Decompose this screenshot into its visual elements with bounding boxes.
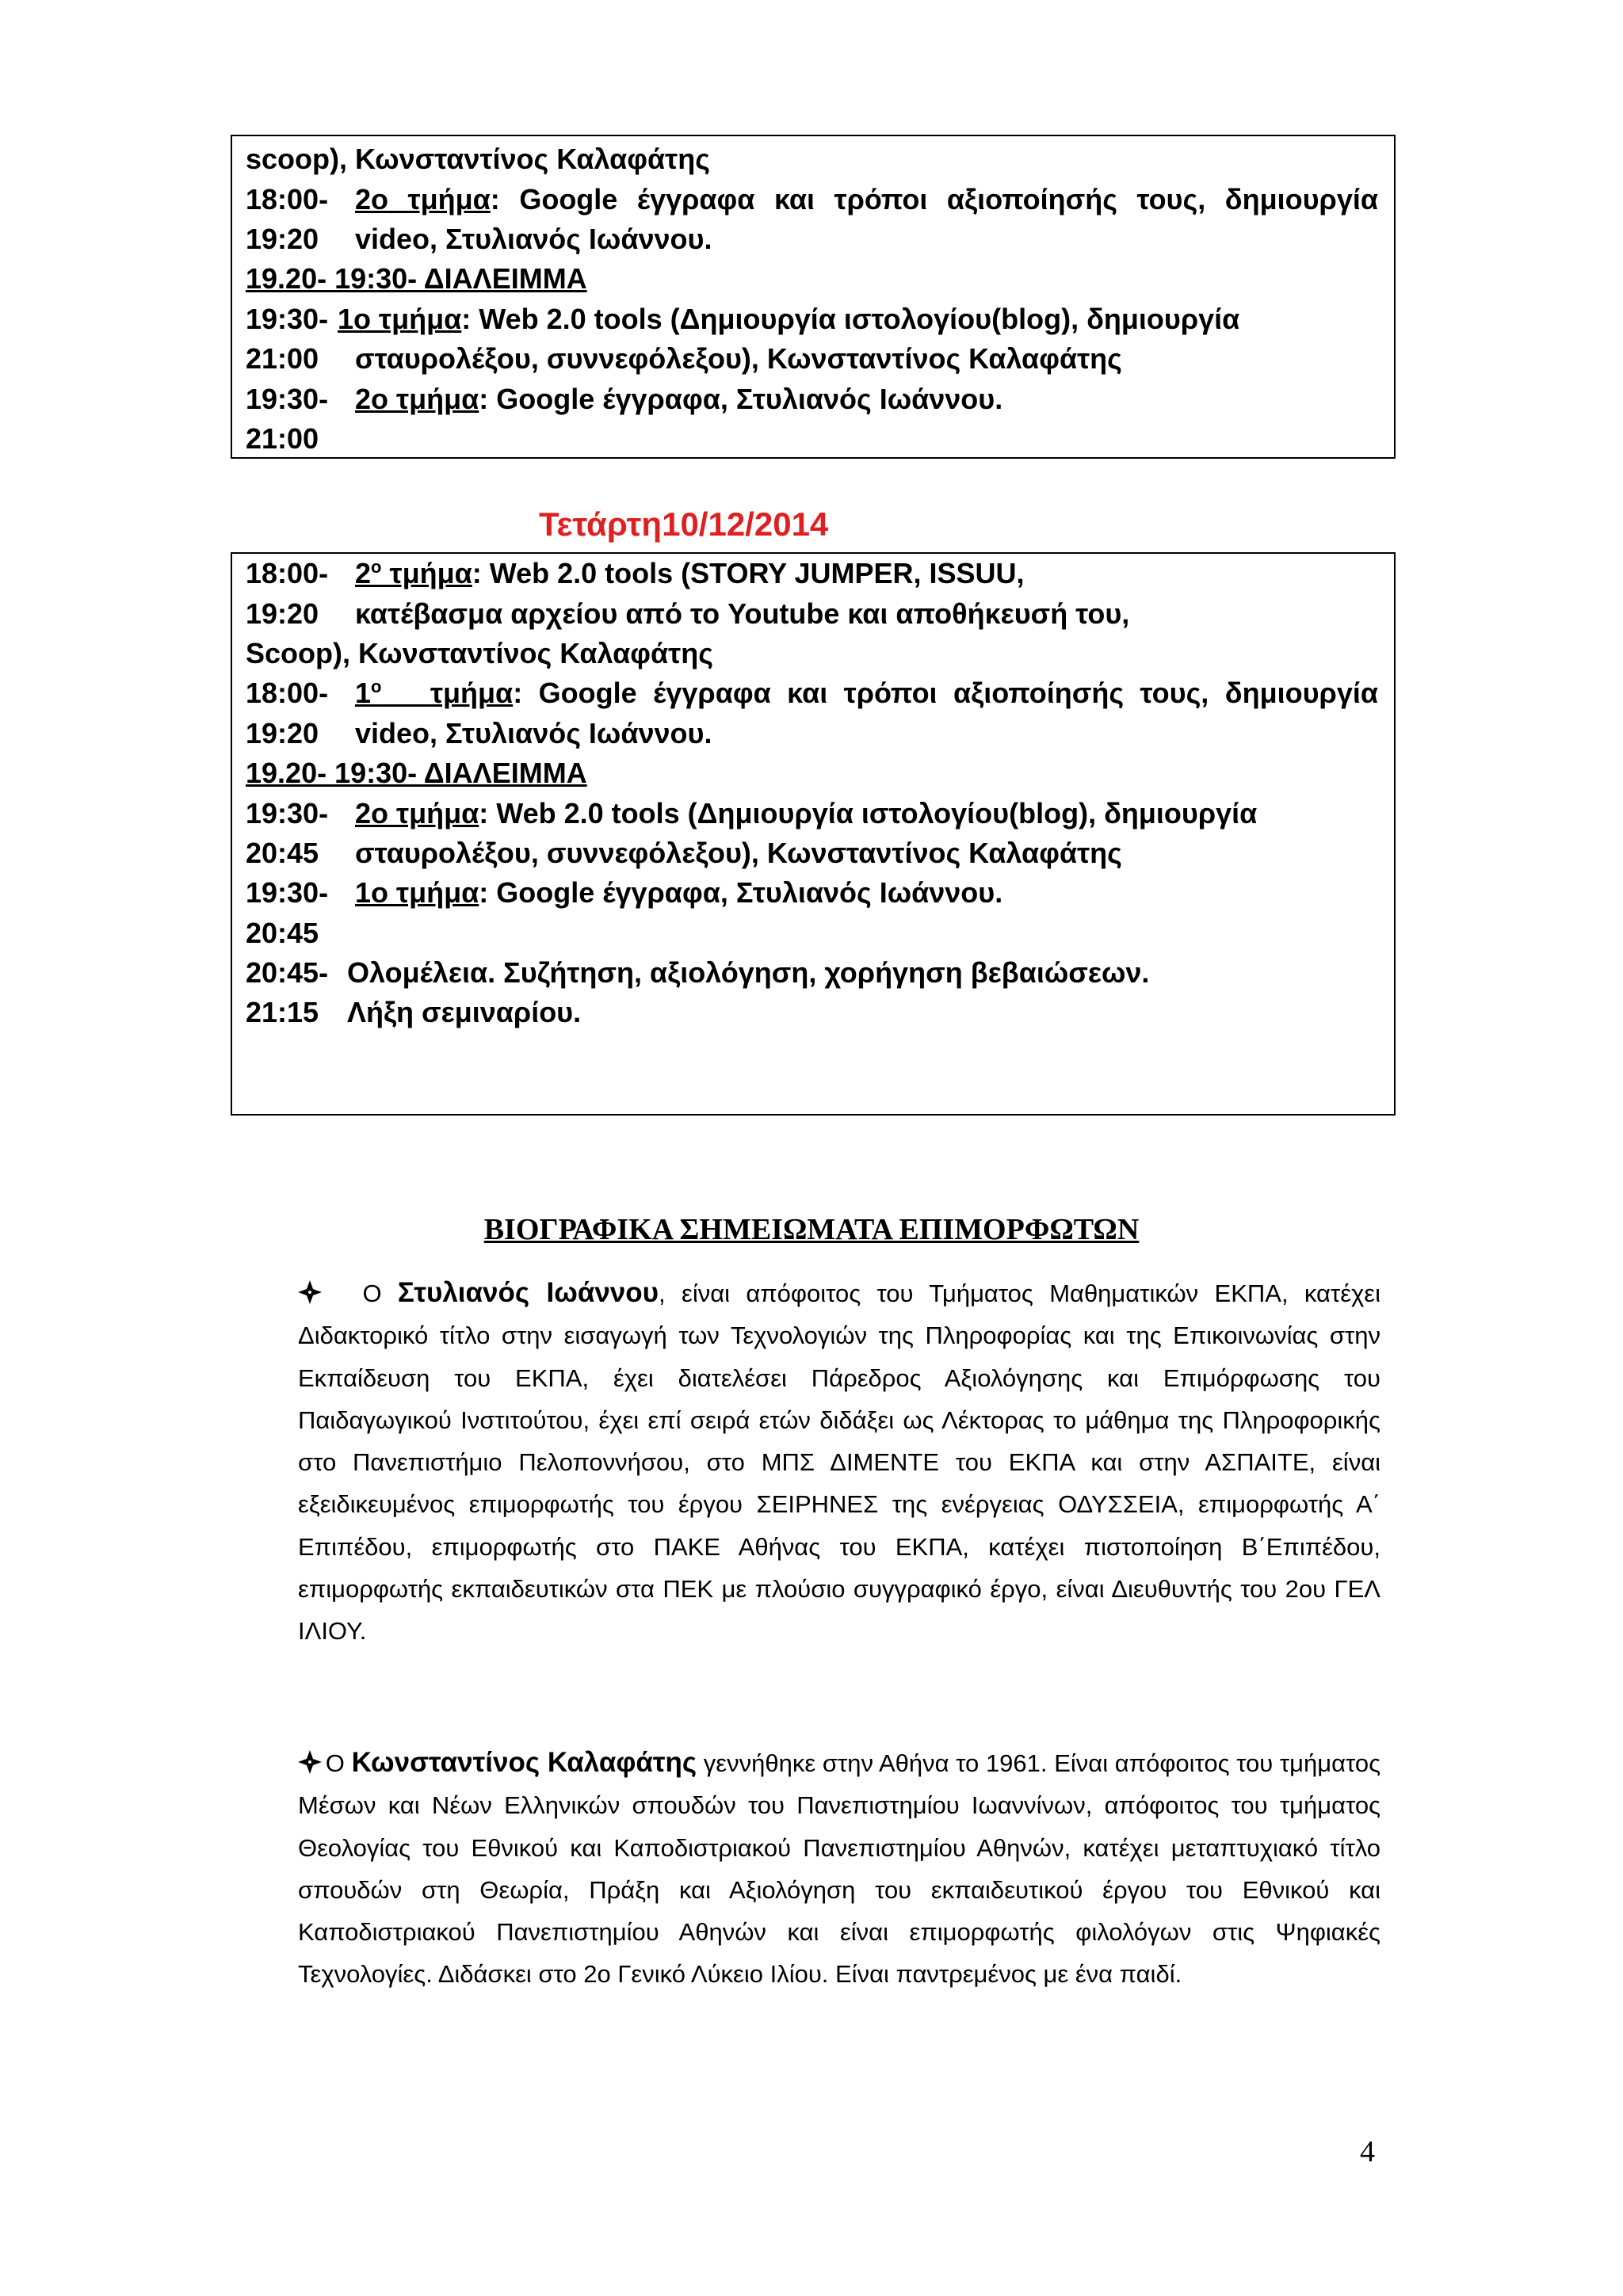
row-content: σταυρολέξου, συννεφόλεξου), Κωνσταντίνος Καλαφάτης bbox=[355, 342, 1122, 376]
schedule-row bbox=[246, 419, 1378, 459]
row-content bbox=[355, 557, 1378, 590]
schedule-row bbox=[246, 379, 1378, 418]
bio-heading: ΒΙΟΓΡΑΦΙΚΑ ΣΗΜΕΙΩΜΑΤΑ ΕΠΙΜΟΡΦΩΤΩΝ bbox=[483, 1213, 1140, 1246]
schedule-row bbox=[246, 714, 1378, 753]
row-text: : Google έγγραφα και τρόποι αξιοποίησής τους, δημιουργία bbox=[513, 677, 1378, 710]
bio-text: γεννήθηκε στην Αθήνα το 1961. Είναι απόφοιτος του τμήματος Μέσων και Νέων Ελληνικών σπουδών του Πανεπιστημίου Ιωαννίνων, απόφοιτος του τμήματος Θεολογίας του Εθνικού και Καποδιστριακού Πανεπιστημίου Αθηνών, κατέχει μεταπτυχιακό τίτλο σπουδών στη Θεωρία, Πράξη και Αξιολόγηση του εκπαιδευτικού έργου του Εθνικού και Καποδιστριακού Πανεπιστημίου Αθηνών και είναι επιμορφωτής φιλολόγων στις Ψηφιακές Τεχνολογίες. Διδάσκει στο 2ο Γενικό Λύκειο Ιλίου. Είναι παντρεμένος με ένα παιδί. bbox=[298, 1749, 1381, 1989]
row-content: video, Στυλιανός Ιωάννου. bbox=[355, 716, 712, 749]
bio-name: Κωνσταντίνος Καλαφάτης bbox=[351, 1747, 697, 1778]
row-time: 19:20 bbox=[246, 597, 319, 630]
row-time: 18:00- bbox=[246, 557, 329, 590]
group-label: 2ο τμήμα bbox=[355, 182, 491, 215]
schedule-row bbox=[246, 634, 1378, 673]
break-label: 19.20- 19:30- ΔΙΑΛΕΙΜΜΑ bbox=[246, 262, 587, 296]
row-content bbox=[338, 303, 1378, 336]
schedule-row bbox=[246, 219, 1378, 259]
row-time: 20:45 bbox=[246, 916, 319, 949]
schedule-break-row bbox=[246, 259, 1378, 299]
schedule-box-wednesday bbox=[231, 552, 1396, 1116]
row-content bbox=[355, 797, 1378, 830]
group-label: $1^o$ τμήμα bbox=[355, 677, 514, 710]
row-text: : Google έγγραφα, Στυλιανός Ιωάννου. bbox=[479, 876, 1003, 910]
row-text: : Web 2.0 tools (Δημιουργία ιστολογίου(blog), δημιουργία bbox=[461, 302, 1240, 335]
schedule-row bbox=[246, 833, 1378, 873]
row-content: Scoop), Κωνσταντίνος Καλαφάτης bbox=[246, 636, 713, 669]
schedule-row bbox=[246, 993, 1378, 1032]
bio-prefix: Ο bbox=[325, 1749, 352, 1777]
break-label: 19.20- 19:30- ΔΙΑΛΕΙΜΜΑ bbox=[246, 757, 587, 790]
bio-paragraph bbox=[298, 1272, 1381, 1653]
row-time: 21:15 bbox=[246, 996, 319, 1029]
bio-prefix: Ο bbox=[362, 1280, 398, 1307]
row-time: 18:00- bbox=[246, 677, 329, 710]
row-time: 19:30- bbox=[246, 302, 329, 335]
row-content bbox=[355, 183, 1378, 216]
row-time: 21:00 bbox=[246, 421, 319, 455]
bio-text: , είναι απόφοιτος του Τμήματος Μαθηματικών ΕΚΠΑ, κατέχει Διδακτορικό τίτλο στην εισαγωγή των Τεχνολογιών της Πληροφορίας και της Επικοινωνίας στην Εκπαίδευση του ΕΚΠΑ, έχει διατελέσει Πάρεδρος Αξιολόγησης και Επιμόρφωσης του Παιδαγωγικού Ινστιτούτου, έχει επί σειρά ετών διδάξει ως Λέκτορας το μάθημα της Πληροφορικής στο Πανεπιστήμιο Πελοποννήσου, στο ΜΠΣ ΔΙΜΕΝΤΕ του ΕΚΠΑ και στην ΑΣΠΑΙΤΕ, είναι εξειδικευμένος επιμορφωτής του έργου ΣΕΙΡΗΝΕΣ της ενέργειας ΟΔΥΣΣΕΙΑ, επιμορφωτής Α΄ Επιπέδου, επιμορφωτής στο ΠΑΚΕ Αθήνας του ΕΚΠΑ, κατέχει πιστοποίηση Β΄Επιπέδου, επιμορφωτής εκπαιδευτικών στα ΠΕΚ με πλούσιο συγγραφικό έργο, είναι Διευθυντής του 2ου ΓΕΛ ΙΛΙΟΥ. bbox=[298, 1280, 1381, 1646]
schedule-break-row bbox=[246, 753, 1378, 793]
bio-name: Στυλιανός Ιωάννου bbox=[397, 1277, 659, 1308]
schedule-box-continued bbox=[231, 135, 1396, 459]
row-text: : Web 2.0 tools (Δημιουργία ιστολογίου(blog), δημιουργία bbox=[479, 796, 1258, 830]
row-time: 19:30- bbox=[246, 796, 329, 830]
row-content bbox=[355, 383, 1378, 416]
row-content: Λήξη σεμιναρίου. bbox=[347, 996, 582, 1029]
schedule-row bbox=[246, 179, 1378, 219]
group-label: 2ο τμήμα bbox=[355, 796, 479, 830]
row-time: 20:45- bbox=[246, 956, 329, 990]
row-time: 19:30- bbox=[246, 876, 329, 910]
schedule-row bbox=[246, 913, 1378, 953]
row-text: : Google έγγραφα, Στυλιανός Ιωάννου. bbox=[479, 382, 1003, 415]
bio-paragraph bbox=[298, 1741, 1381, 1996]
row-time: 19:20 bbox=[246, 716, 319, 749]
schedule-row bbox=[246, 673, 1378, 713]
row-text: : Web 2.0 tools (STORY JUMPER, ISSUU, bbox=[472, 557, 1025, 590]
row-text: : Google έγγραφα και τρόποι αξιοποίησής τους, δημιουργία bbox=[490, 182, 1378, 215]
row-time: 18:00- bbox=[246, 182, 329, 215]
row-content bbox=[355, 677, 1378, 710]
group-label: $2^o$ τμήμα bbox=[355, 557, 472, 590]
group-label: 2ο τμήμα bbox=[355, 382, 479, 415]
row-time: 20:45 bbox=[246, 836, 319, 869]
row-content: scoop), Κωνσταντίνος Καλαφάτης bbox=[246, 143, 710, 176]
row-time: 19:30- bbox=[246, 382, 329, 415]
row-content: σταυρολέξου, συννεφόλεξου), Κωνσταντίνος Καλαφάτης bbox=[355, 836, 1122, 869]
schedule-row bbox=[246, 793, 1378, 833]
page-number: 4 bbox=[1360, 2135, 1375, 2168]
schedule-row bbox=[246, 593, 1378, 633]
group-label: 1ο τμήμα bbox=[338, 302, 462, 335]
day-title: Τετάρτη10/12/2014 bbox=[539, 505, 829, 543]
schedule-row bbox=[246, 139, 1378, 179]
row-content: κατέβασμα αρχείου από το Youtube και αποθήκευσή του, bbox=[355, 597, 1130, 630]
row-time: 19:20 bbox=[246, 222, 319, 255]
row-time: 21:00 bbox=[246, 342, 319, 376]
schedule-row bbox=[246, 873, 1378, 913]
schedule-row bbox=[246, 554, 1378, 593]
schedule-row bbox=[246, 299, 1378, 339]
row-content: video, Στυλιανός Ιωάννου. bbox=[355, 222, 712, 255]
row-content bbox=[355, 876, 1378, 910]
row-content: Ολομέλεια. Συζήτηση, αξιολόγηση, χορήγηση βεβαιώσεων. bbox=[347, 956, 1150, 990]
group-label: 1ο τμήμα bbox=[355, 876, 479, 910]
schedule-row bbox=[246, 339, 1378, 379]
schedule-row bbox=[246, 953, 1378, 993]
